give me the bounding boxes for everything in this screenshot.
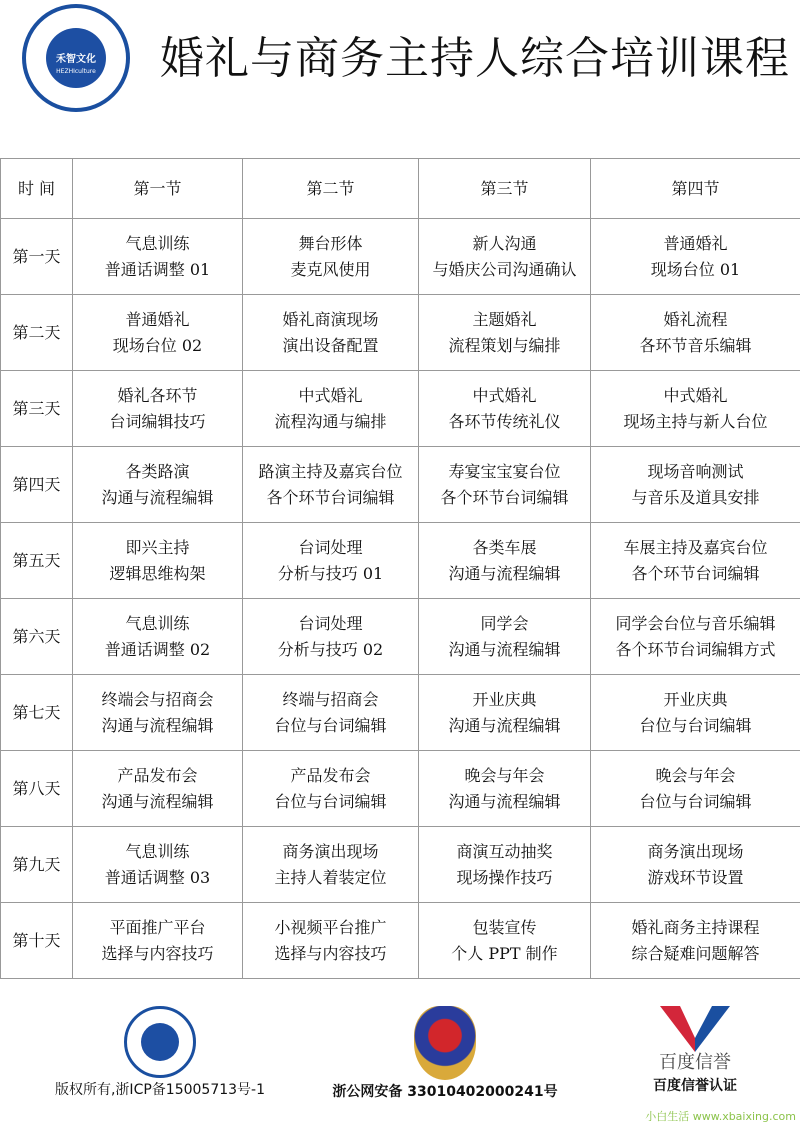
session-topic: 普通婚礼 [663, 233, 728, 253]
session-detail: 普通话调整 03 [104, 867, 211, 887]
session-cell [591, 371, 800, 447]
session-topic: 舞台形体 [298, 233, 363, 253]
session-topic: 气息训练 [125, 841, 190, 861]
session-topic: 终端与招商会 [282, 689, 379, 709]
session-cell [419, 751, 591, 827]
session-topic: 新人沟通 [472, 233, 537, 253]
session-topic: 婚礼流程 [663, 309, 728, 329]
baidu-v-icon [660, 1006, 730, 1052]
session-cell [419, 903, 591, 979]
session-topic: 产品发布会 [290, 765, 371, 785]
session-detail: 选择与内容技巧 [101, 943, 214, 963]
session-detail: 沟通与流程编辑 [448, 791, 561, 811]
column-header: 时 间 [1, 159, 73, 219]
company-logo [22, 4, 130, 112]
session-detail: 台位与台词编辑 [274, 715, 387, 735]
session-detail: 现场台位 02 [112, 335, 203, 355]
session-cell [591, 599, 800, 675]
session-cell [419, 523, 591, 599]
session-cell [73, 219, 243, 295]
session-detail: 台词编辑技巧 [109, 411, 206, 431]
session-topic: 台词处理 [298, 537, 363, 557]
session-cell [243, 599, 419, 675]
session-detail: 主持人着装定位 [274, 867, 387, 887]
session-detail: 分析与技巧 01 [277, 563, 384, 583]
session-detail: 台位与台词编辑 [639, 791, 752, 811]
table-row [1, 903, 800, 979]
session-detail: 沟通与流程编辑 [101, 487, 214, 507]
day-cell: 第十天 [1, 903, 73, 979]
session-topic: 商演互动抽奖 [456, 841, 553, 861]
session-detail: 沟通与流程编辑 [448, 715, 561, 735]
session-cell [419, 371, 591, 447]
session-cell [419, 599, 591, 675]
session-detail: 沟通与流程编辑 [448, 563, 561, 583]
session-detail: 各个环节台词编辑 [440, 487, 569, 507]
page-title: 婚礼与商务主持人综合培训课程 [160, 33, 790, 84]
session-topic: 同学会 [480, 613, 529, 633]
baidu-text: 百度信誉认证 [653, 1078, 737, 1094]
session-detail: 各个环节台词编辑 [266, 487, 395, 507]
day-cell: 第九天 [1, 827, 73, 903]
session-detail: 与婚庆公司沟通确认 [432, 259, 577, 279]
session-cell [591, 903, 800, 979]
session-detail: 逻辑思维构架 [109, 563, 206, 583]
session-cell [591, 295, 800, 371]
table-row [1, 827, 800, 903]
session-topic: 各类路演 [125, 461, 190, 481]
session-detail: 现场主持与新人台位 [623, 411, 768, 431]
table-row [1, 371, 800, 447]
session-detail: 现场操作技巧 [456, 867, 553, 887]
header-row [1, 159, 800, 219]
logo-sub: HEZHIculture [56, 68, 96, 75]
session-detail: 各个环节台词编辑 [631, 563, 760, 583]
table-row [1, 675, 800, 751]
session-cell [243, 523, 419, 599]
police-badge-icon [414, 1006, 476, 1080]
session-topic: 气息训练 [125, 613, 190, 633]
session-topic: 婚礼商演现场 [282, 309, 379, 329]
session-cell [591, 219, 800, 295]
session-cell [243, 371, 419, 447]
table-row [1, 523, 800, 599]
day-cell: 第一天 [1, 219, 73, 295]
session-detail: 流程沟通与编排 [274, 411, 387, 431]
session-detail: 沟通与流程编辑 [448, 639, 561, 659]
session-detail: 游戏环节设置 [647, 867, 744, 887]
day-cell: 第七天 [1, 675, 73, 751]
session-cell [591, 523, 800, 599]
session-topic: 车展主持及嘉宾台位 [623, 537, 768, 557]
session-cell [419, 447, 591, 523]
session-cell [73, 675, 243, 751]
session-cell [73, 295, 243, 371]
session-cell [243, 295, 419, 371]
session-detail: 台位与台词编辑 [639, 715, 752, 735]
session-detail: 分析与技巧 02 [277, 639, 384, 659]
session-topic: 寿宴宝宝宴台位 [448, 461, 561, 481]
table-row [1, 447, 800, 523]
session-topic: 开业庆典 [663, 689, 728, 709]
column-header: 第一节 [73, 159, 243, 219]
police-text: 浙公网安备 33010402000241号 [332, 1084, 558, 1100]
column-header: 第四节 [591, 159, 800, 219]
session-topic: 平面推广平台 [109, 917, 206, 937]
session-topic: 晚会与年会 [655, 765, 736, 785]
session-topic: 气息训练 [125, 233, 190, 253]
session-cell [419, 827, 591, 903]
session-cell [73, 903, 243, 979]
session-cell [73, 827, 243, 903]
session-topic: 路演主持及嘉宾台位 [258, 461, 403, 481]
session-topic: 小视频平台推广 [274, 917, 387, 937]
session-detail: 与音乐及道具安排 [631, 487, 760, 507]
session-detail: 普通话调整 01 [104, 259, 211, 279]
session-detail: 沟通与流程编辑 [101, 791, 214, 811]
session-topic: 中式婚礼 [472, 385, 537, 405]
session-detail: 各个环节台词编辑方式 [615, 639, 776, 659]
session-cell [591, 447, 800, 523]
session-topic: 商务演出现场 [282, 841, 379, 861]
footer-police [310, 1006, 580, 1101]
session-cell [591, 675, 800, 751]
session-detail: 综合疑难问题解答 [631, 943, 760, 963]
day-cell: 第四天 [1, 447, 73, 523]
session-detail: 演出设备配置 [282, 335, 379, 355]
session-cell [73, 371, 243, 447]
session-cell [73, 523, 243, 599]
session-detail: 台位与台词编辑 [274, 791, 387, 811]
icp-text: 版权所有,浙ICP备15005713号-1 [54, 1082, 265, 1098]
session-cell [73, 751, 243, 827]
session-topic: 商务演出现场 [647, 841, 744, 861]
table-row [1, 599, 800, 675]
session-cell [243, 675, 419, 751]
session-topic: 终端会与招商会 [101, 689, 214, 709]
session-topic: 即兴主持 [125, 537, 190, 557]
session-cell [73, 599, 243, 675]
table-row [1, 751, 800, 827]
session-topic: 中式婚礼 [663, 385, 728, 405]
session-topic: 台词处理 [298, 613, 363, 633]
session-topic: 同学会台位与音乐编辑 [615, 613, 776, 633]
session-topic: 各类车展 [472, 537, 537, 557]
session-cell [419, 219, 591, 295]
session-topic: 普通婚礼 [125, 309, 190, 329]
session-cell [243, 751, 419, 827]
day-cell: 第五天 [1, 523, 73, 599]
day-cell: 第三天 [1, 371, 73, 447]
session-topic: 现场音响测试 [647, 461, 744, 481]
session-detail: 现场台位 01 [650, 259, 741, 279]
small-logo-icon [124, 1006, 196, 1078]
baidu-logo-text: 百度信誉 [659, 1052, 731, 1073]
session-topic: 开业庆典 [472, 689, 537, 709]
schedule-table [0, 158, 800, 979]
footer-icp [30, 1006, 290, 1099]
table-row [1, 219, 800, 295]
session-cell [243, 447, 419, 523]
session-cell [243, 219, 419, 295]
session-cell [243, 827, 419, 903]
table-row [1, 295, 800, 371]
session-topic: 婚礼各环节 [117, 385, 198, 405]
day-cell: 第二天 [1, 295, 73, 371]
session-topic: 包装宣传 [472, 917, 537, 937]
session-detail: 沟通与流程编辑 [101, 715, 214, 735]
session-cell [243, 903, 419, 979]
column-header: 第三节 [419, 159, 591, 219]
session-detail: 各环节音乐编辑 [639, 335, 752, 355]
day-cell: 第六天 [1, 599, 73, 675]
session-cell [591, 751, 800, 827]
session-cell [419, 675, 591, 751]
day-cell: 第八天 [1, 751, 73, 827]
logo-text: 禾智文化 [56, 54, 96, 65]
session-detail: 麦克风使用 [290, 259, 371, 279]
session-cell [591, 827, 800, 903]
session-detail: 流程策划与编排 [448, 335, 561, 355]
session-detail: 普通话调整 02 [104, 639, 211, 659]
session-topic: 主题婚礼 [472, 309, 537, 329]
session-topic: 婚礼商务主持课程 [631, 917, 760, 937]
watermark: 小白生活 www.xbaixing.com [645, 1110, 796, 1123]
session-detail: 选择与内容技巧 [274, 943, 387, 963]
column-header: 第二节 [243, 159, 419, 219]
session-detail: 各环节传统礼仪 [448, 411, 561, 431]
session-cell [419, 295, 591, 371]
session-topic: 中式婚礼 [298, 385, 363, 405]
footer-baidu [620, 1006, 770, 1095]
session-topic: 产品发布会 [117, 765, 198, 785]
session-topic: 晚会与年会 [464, 765, 545, 785]
session-cell [73, 447, 243, 523]
session-detail: 个人 PPT 制作 [451, 943, 558, 963]
